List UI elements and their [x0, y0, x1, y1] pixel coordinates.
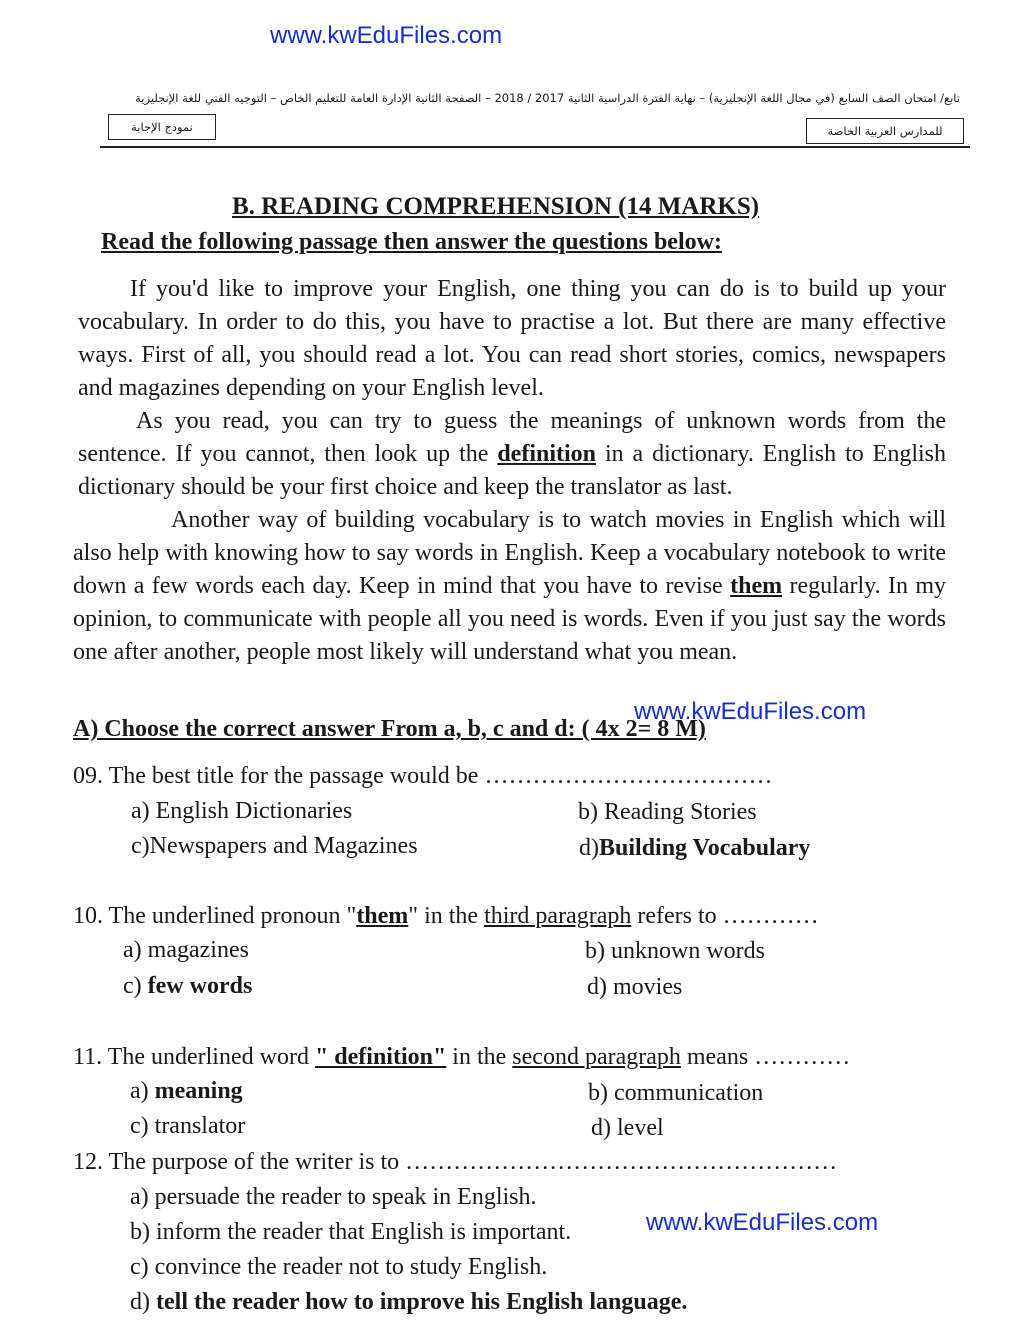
stem-text: 10. The underlined pronoun " [73, 903, 357, 929]
question-10-option-a[interactable]: a) magazines [123, 937, 249, 963]
question-10-stem [73, 903, 819, 930]
stem-text: means ………… [686, 1044, 851, 1070]
question-09-option-b[interactable]: b) Reading Stories [578, 799, 757, 825]
question-12-option-d[interactable] [130, 1289, 687, 1316]
option-c-prefix: c) [123, 973, 142, 999]
question-10-answer: few words [147, 973, 253, 999]
paragraph-3-text-a: Another way of building vocabulary is to watch movies in English which will also help with knowing how to say words in English. Keep a vocabulary notebook to write down a few words each day. Keep in mind that you have to revise [73, 507, 946, 599]
stem-text: refers to ………… [637, 903, 819, 929]
section-instruction: Read the following passage then answer the questions below: [101, 229, 722, 255]
option-d-prefix: d) [130, 1289, 150, 1315]
stem-text: in the [452, 1044, 507, 1070]
part-a-heading: A) Choose the correct answer From a, b, c and d: ( 4x 2= 8 M) [73, 716, 706, 742]
question-12-stem: 12. The purpose of the writer is to ……………………………………………… [73, 1149, 838, 1175]
underlined-word-definition: definition [497, 441, 597, 467]
question-12-option-c[interactable]: c) convince the reader not to study English. [130, 1254, 548, 1280]
paragraph-3-text-b: regularly. In my opinion, to communicate with people all you need is words. Even if you just say the words one after another, people most likely will understand what you mean. [73, 573, 947, 665]
schools-box: للمدارس العربية الخاصة [806, 118, 964, 144]
question-09-stem: 09. The best title for the passage would be ……………………………… [73, 763, 773, 789]
question-12-option-b[interactable]: b) inform the reader that English is important. [130, 1219, 572, 1245]
question-11-option-b[interactable]: b) communication [588, 1080, 764, 1106]
question-11-option-c[interactable]: c) translator [130, 1113, 246, 1139]
paragraph-2-text-b: in a dictionary. English to English dictionary should be your first choice and keep the translator as last. [78, 441, 947, 500]
question-12-answer: tell the reader how to improve his English language. [156, 1289, 688, 1315]
passage-paragraph-3 [73, 504, 946, 669]
stem-text: 11. The underlined word [73, 1044, 309, 1070]
paragraph-2-text-a: As you read, you can try to guess the meanings of unknown words from the sentence. If you cannot, then look up the [78, 408, 946, 467]
section-title: B. READING COMPREHENSION (14 MARKS) [232, 193, 760, 220]
passage-paragraph-2 [78, 405, 946, 504]
watermark-top[interactable]: www.kwEduFiles.com [270, 22, 503, 49]
stem-reference: second paragraph [512, 1044, 681, 1070]
header-divider [100, 146, 970, 148]
stem-reference: third paragraph [484, 903, 632, 929]
question-11-answer: meaning [154, 1078, 243, 1104]
question-11-option-a[interactable] [130, 1078, 243, 1105]
stem-underlined-word: them [356, 903, 409, 929]
watermark-middle[interactable]: www.kwEduFiles.com [634, 698, 867, 725]
question-09-option-a[interactable]: a) English Dictionaries [131, 798, 353, 824]
passage-paragraph-1: If you'd like to improve your English, one thing you can do is to build up your vocabulary. In order to do this, you have to practise a lot. But there are many effective ways. First of all, you should read a lot. You can read short stories, comics, newspapers and magazines depending on your English level. [78, 276, 946, 401]
question-12-option-a[interactable]: a) persuade the reader to speak in English. [130, 1184, 537, 1210]
question-10-option-b[interactable]: b) unknown words [585, 938, 765, 964]
option-d-prefix: d) [579, 835, 599, 861]
question-09-option-d[interactable] [579, 835, 810, 862]
watermark-bottom[interactable]: www.kwEduFiles.com [646, 1209, 879, 1236]
question-11-stem [73, 1044, 850, 1071]
question-10-option-d[interactable]: d) movies [587, 974, 683, 1000]
question-10-option-c[interactable] [123, 973, 252, 1000]
stem-underlined-word: " definition" [314, 1044, 447, 1070]
question-11-option-d[interactable]: d) level [591, 1115, 664, 1141]
option-a-prefix: a) [130, 1078, 149, 1104]
answer-model-box: نموذج الإجابة [108, 114, 216, 140]
question-09-answer: Building Vocabulary [599, 835, 811, 861]
underlined-word-them: them [730, 573, 783, 599]
stem-text: " in the [408, 903, 479, 929]
question-09-option-c[interactable]: c)Newspapers and Magazines [131, 833, 418, 859]
exam-header-line: تابع/ امتحان الصف السابع (في مجال اللغة الإنجليزية) – نهاية الفترة الدراسية الثانية 2017 / 2018 – الصفحة الثانية الإدارة العامة للتعليم الخاص – التوجيه الفني للغة الإنجليزية [135, 91, 960, 105]
